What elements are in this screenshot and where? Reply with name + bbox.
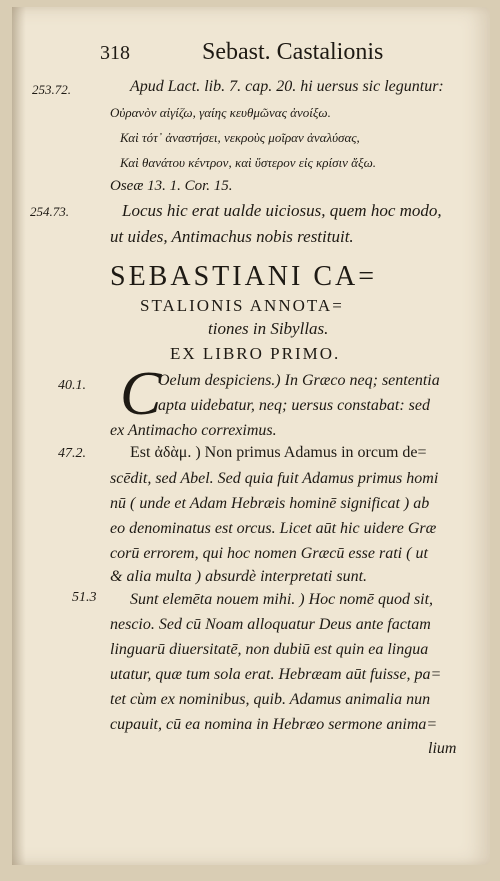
text-line: eo denominatus est orcus. Licet aūt hic uidere Græ — [110, 520, 437, 537]
text-line: Oelum despiciens.) In Græco neq; sententia — [158, 372, 440, 389]
catchword: lium — [428, 740, 457, 757]
greek-line: Καὶ θανάτου κέντρον, καὶ ὕστερον εἰς κρίσιν ἄξω. — [120, 155, 377, 170]
text-line: scēdit, sed Abel. Sed quia fuit Adamus primus homi — [110, 470, 439, 487]
page-gutter-shadow — [12, 7, 26, 865]
text-line: & alia multa ) absurdè interpretati sunt. — [110, 568, 368, 585]
text-line: Oseæ 13. 1. Cor. 15. — [110, 178, 233, 194]
text-line: nū ( unde et Adam Hebræis hominē significat ) ab — [110, 495, 430, 512]
running-title: Sebast. Castalionis — [202, 39, 384, 65]
drop-cap: C — [120, 360, 162, 428]
section-title-line-4: EX LIBRO PRIMO. — [170, 344, 341, 363]
page-number: 318 — [100, 42, 130, 64]
margin-ref-4: 47.2. — [58, 446, 86, 461]
text-line: apta uidebatur, neq; uersus constabat: sed — [158, 397, 430, 414]
text-line: corū errorem, qui hoc nomen Græcū esse rati ( ut — [110, 545, 428, 562]
margin-ref-3: 40.1. — [58, 378, 86, 393]
section-title-line-1: SEBASTIANI CA= — [110, 261, 378, 292]
text-line: tet cùm ex nominibus, quib. Adamus animalia nun — [110, 691, 431, 708]
section-title-line-2: STALIONIS ANNOTA= — [140, 296, 344, 315]
text-line: ex Antimacho correximus. — [110, 422, 277, 439]
section-title-line-3: tiones in Sibyllas. — [208, 319, 329, 338]
text-line: Est ἀδὰμ. ) Non primus Adamus in orcum de= — [130, 444, 427, 461]
greek-line: Οὐρανὸν αἰγίζω, γαίης κευθμῶνας ἀνοίξω. — [110, 105, 331, 120]
text-line: nescio. Sed cū Noam alloquatur Deus ante factam — [110, 616, 431, 633]
text-line: cupauit, cū ea nomina in Hebræo sermone anima= — [110, 716, 438, 733]
text-line: Sunt elemēta nouem mihi. ) Hoc nomē quod sit, — [130, 591, 434, 608]
greek-line: Καὶ τότ᾽ ἀναστήσει, νεκροὺς μοῖραν ἀναλύσας, — [120, 130, 360, 145]
text-line: ut uides, Antimachus nobis restituit. — [110, 227, 354, 246]
margin-ref-1: 253.72. — [32, 82, 71, 97]
text-line: Apud Lact. lib. 7. cap. 20. hi uersus sic leguntur: — [130, 78, 444, 95]
margin-ref-2: 254.73. — [30, 204, 69, 219]
book-page — [12, 7, 490, 865]
margin-ref-5: 51.3 — [72, 590, 97, 605]
text-line: Locus hic erat ualde uiciosus, quem hoc modo, — [122, 201, 442, 220]
text-line: utatur, quæ tum sola erat. Hebræam aūt fuisse, pa= — [110, 666, 442, 683]
text-line: linguarū diuersitatē, non dubiū est quin ea lingua — [110, 641, 429, 658]
